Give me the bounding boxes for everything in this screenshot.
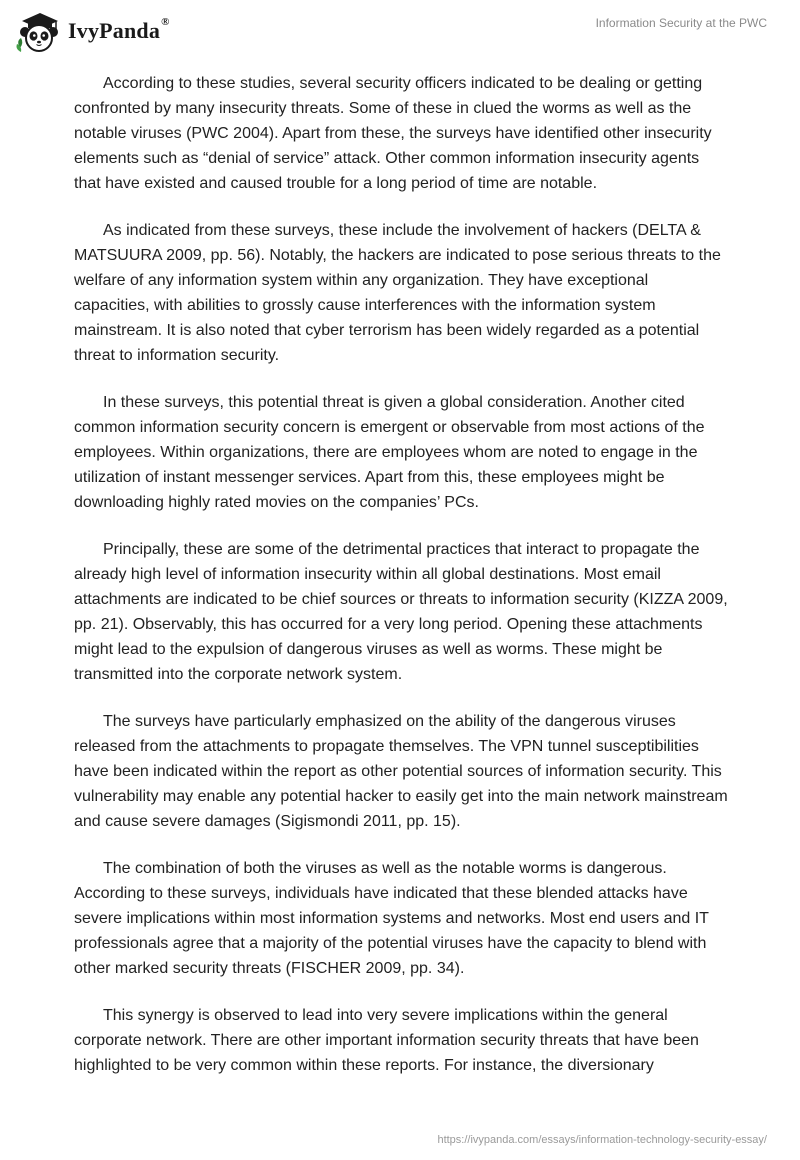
paragraph-4: Principally, these are some of the detrimental practices that interact to propagate the already high level of information insecurity within all global destinations. Most email attachments are indicated to be chief sources or threats to information security (KIZZA 2009, pp. 21). Observably, this has occurred for a very long period. Opening these attachments might lead to the expulsion of dangerous viruses as well as worms. These might be transmitted into the corporate network system. bbox=[74, 541, 728, 683]
paragraph-2: As indicated from these surveys, these include the involvement of hackers (DELTA & MATSUURA 2009, pp. 56). Notably, the hackers are indicated to pose serious threats to the welfare of any information system within any organization. They have exceptional capacities, with abilities to grossly cause interferences with the information system mainstream. It is also noted that cyber terrorism has been widely regarded as a potential threat to information security. bbox=[74, 222, 721, 364]
paragraph-3: In these surveys, this potential threat is given a global consideration. Another cited common information security concern is emergent or observable from most actions of the employees. Within organizations, there are employees whom are noted to engage in the utilization of instant messenger services. Apart from this, these employees might be downloading highly rated movies on the companies’ PCs. bbox=[74, 394, 705, 511]
document-title: Information Security at the PWC bbox=[595, 16, 767, 30]
panda-graduate-icon bbox=[14, 8, 62, 54]
ivypanda-logo[interactable] bbox=[14, 8, 170, 54]
page-header bbox=[0, 0, 800, 64]
logo-text: IvyPanda® bbox=[68, 16, 170, 43]
paragraph-6: The combination of both the viruses as well as the notable worms is dangerous. According to these surveys, individuals have indicated that these blended attacks have severe implications within most information systems and networks. Most end users and IT professionals agree that a majority of the potential viruses have the capacity to blend with other marked security threats (FISCHER 2009, pp. 34). bbox=[74, 860, 709, 977]
source-url-link[interactable]: https://ivypanda.com/essays/information-technology-security-essay/ bbox=[437, 1134, 767, 1146]
paragraph-7: This synergy is observed to lead into very severe implications within the general corporate network. There are other important information security threats that have been highlighted to be very common within these reports. For instance, the diversionary bbox=[74, 1007, 699, 1074]
paragraph-5: The surveys have particularly emphasized on the ability of the dangerous viruses released from the attachments to propagate themselves. The VPN tunnel susceptibilities have been indicated within the report as other potential sources of information security. This vulnerability may enable any potential hacker to easily get into the main network mainstream and cause severe damages (Sigismondi 2011, pp. 15). bbox=[74, 713, 728, 830]
paragraph-1: According to these studies, several security officers indicated to be dealing or getting confronted by many insecurity threats. Some of these in clued the worms as well as the notable viruses (PWC 2004). Apart from these, the surveys have identified other insecurity elements such as “denial of service” attack. Other common information insecurity agents that have existed and caused trouble for a long period of time are notable. bbox=[74, 75, 712, 192]
registered-mark: ® bbox=[161, 16, 170, 28]
essay-body bbox=[74, 71, 728, 1100]
